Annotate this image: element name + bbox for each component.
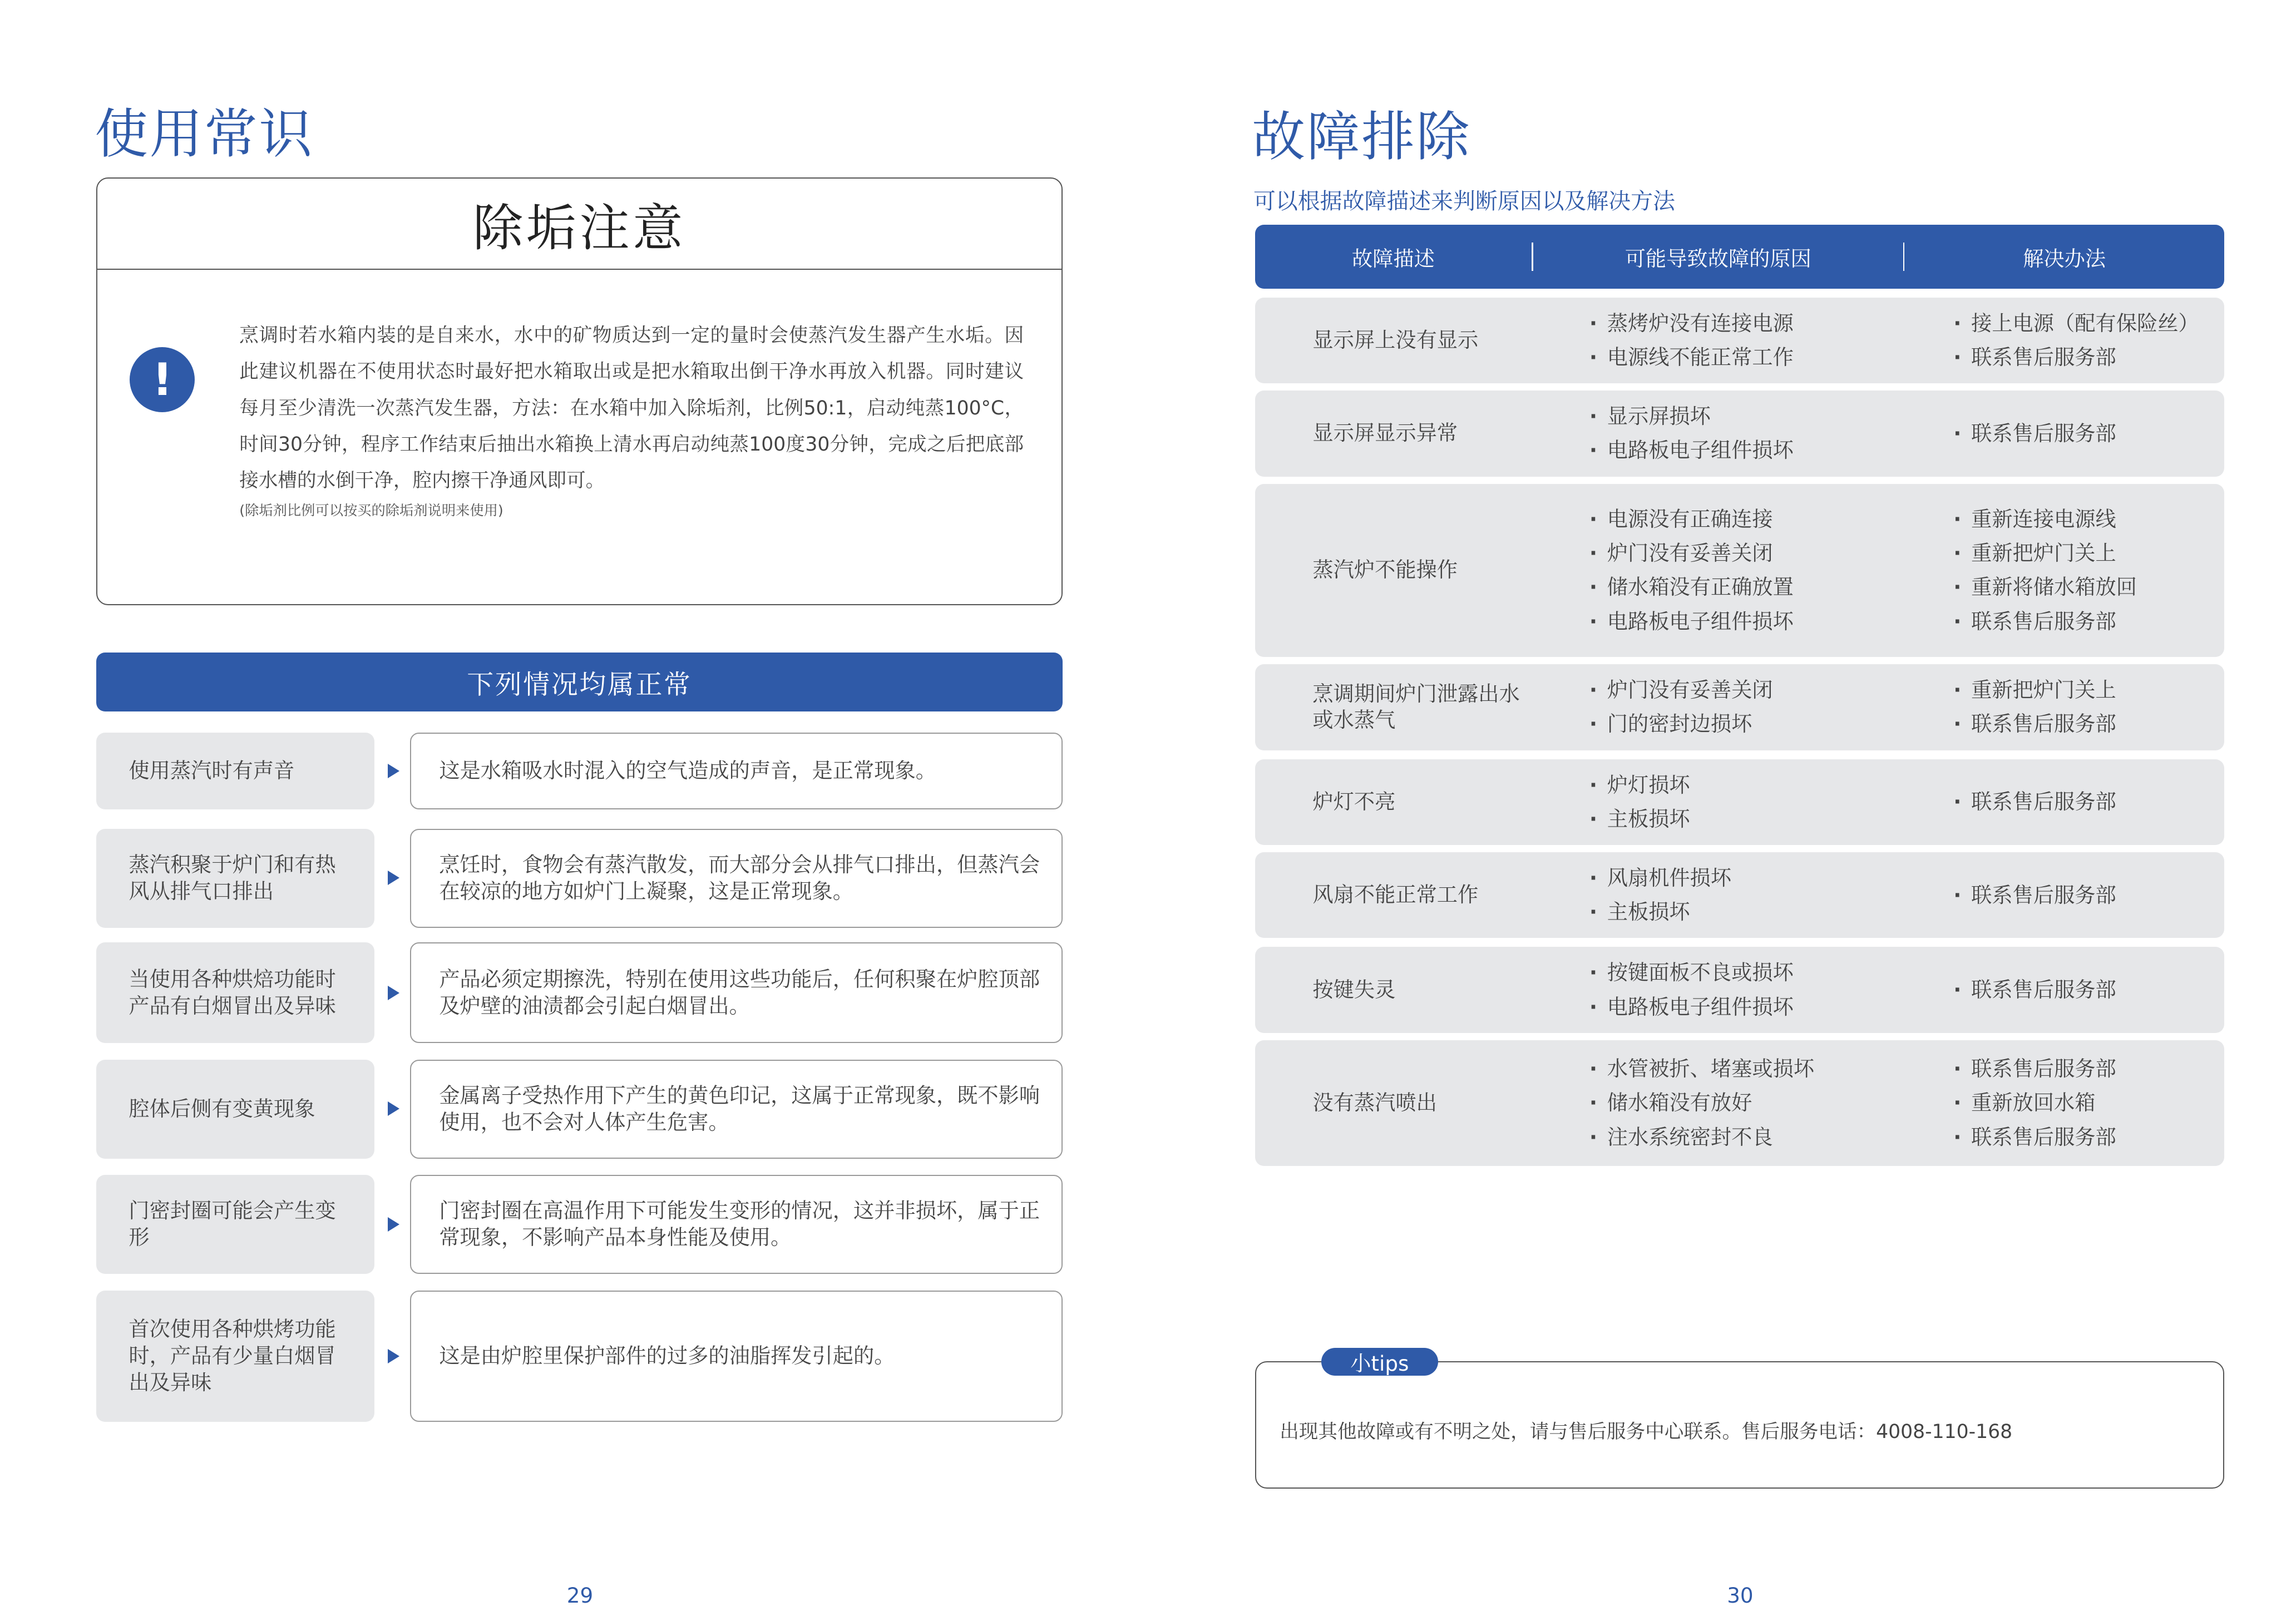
descale-notice-box bbox=[96, 177, 1063, 605]
situation-explanation: 烹饪时，食物会有蒸汽散发，而大部分会从排气口排出，但蒸汽会在较凉的地方如炉门上凝聚，这是正常现象。 bbox=[410, 829, 1063, 928]
table-row bbox=[1255, 484, 2224, 657]
table-row bbox=[1255, 391, 2224, 476]
normal-situation-row bbox=[96, 1175, 1063, 1274]
fault-solutions bbox=[1953, 1040, 2116, 1166]
solution-item: · 重新把炉门关上 bbox=[1953, 673, 2116, 707]
cause-item: · 电路板电子组件损坏 bbox=[1589, 433, 1794, 467]
fault-solutions bbox=[1953, 759, 2116, 845]
table-row bbox=[1255, 1040, 2224, 1166]
cause-item: · 储水箱没有正确放置 bbox=[1589, 570, 1794, 604]
cause-item: · 电路板电子组件损坏 bbox=[1589, 990, 1794, 1024]
situation-explanation: 门密封圈在高温作用下可能发生变形的情况，这并非损坏，属于正常现象，不影响产品本身性能及使用。 bbox=[410, 1175, 1063, 1274]
solution-item: · 联系售后服务部 bbox=[1953, 340, 2199, 374]
normal-situation-row bbox=[96, 733, 1063, 809]
fault-causes bbox=[1589, 298, 1794, 383]
normal-situations-header: 下列情况均属正常 bbox=[96, 653, 1063, 711]
cause-item: · 电源线不能正常工作 bbox=[1589, 340, 1794, 374]
solution-item: · 重新连接电源线 bbox=[1953, 502, 2137, 536]
table-row bbox=[1255, 852, 2224, 938]
fault-solutions bbox=[1953, 947, 2116, 1032]
cause-item: · 炉灯损坏 bbox=[1589, 768, 1690, 802]
solution-item: · 联系售后服务部 bbox=[1953, 707, 2116, 741]
cause-item: · 蒸烤炉没有连接电源 bbox=[1589, 307, 1794, 340]
troubleshooting-subtitle: 可以根据故障描述来判断原因以及解决方法 bbox=[1253, 188, 1675, 214]
arrow-right-icon bbox=[388, 871, 399, 885]
cause-item: · 显示屏损坏 bbox=[1589, 399, 1794, 433]
cause-item: · 电路板电子组件损坏 bbox=[1589, 605, 1794, 639]
arrow-right-icon bbox=[388, 764, 399, 778]
table-row bbox=[1255, 759, 2224, 845]
cause-item: · 水管被折、堵塞或损坏 bbox=[1589, 1052, 1814, 1086]
fault-description: 没有蒸汽喷出 bbox=[1312, 1090, 1437, 1115]
exclamation-icon: ! bbox=[130, 347, 195, 412]
fault-solutions bbox=[1953, 664, 2116, 750]
cause-item: · 风扇机件损坏 bbox=[1589, 861, 1731, 895]
tips-text: 出现其他故障或有不明之处，请与售后服务中心联系。售后服务电话：4008-110-168 bbox=[1280, 1420, 2013, 1443]
fault-causes bbox=[1589, 852, 1731, 938]
cause-item: · 主板损坏 bbox=[1589, 802, 1690, 836]
situation-label: 蒸汽积聚于炉门和有热风从排气口排出 bbox=[96, 829, 374, 928]
situation-explanation: 金属离子受热作用下产生的黄色印记，这属于正常现象，既不影响使用，也不会对人体产生危害。 bbox=[410, 1060, 1063, 1159]
arrow-right-icon bbox=[388, 1349, 399, 1363]
fault-description: 炉灯不亮 bbox=[1312, 789, 1396, 814]
cause-item: · 储水箱没有放好 bbox=[1589, 1086, 1814, 1120]
solution-item: · 接上电源（配有保险丝） bbox=[1953, 307, 2199, 340]
tips-label: 小tips bbox=[1321, 1348, 1438, 1376]
fault-causes bbox=[1589, 391, 1794, 476]
fault-solutions bbox=[1953, 298, 2199, 383]
situation-explanation: 这是水箱吸水时混入的空气造成的声音，是正常现象。 bbox=[410, 733, 1063, 809]
column-header-solution: 解决办法 bbox=[2023, 246, 2106, 271]
fault-causes bbox=[1589, 664, 1773, 750]
solution-item: · 联系售后服务部 bbox=[1953, 878, 2116, 912]
normal-situation-row bbox=[96, 1291, 1063, 1422]
solution-item: · 重新放回水箱 bbox=[1953, 1086, 2116, 1120]
page-number-right: 30 bbox=[1727, 1583, 1754, 1608]
cause-item: · 电源没有正确连接 bbox=[1589, 502, 1794, 536]
fault-causes bbox=[1589, 759, 1690, 845]
normal-situation-row bbox=[96, 942, 1063, 1043]
page-title-left: 使用常识 bbox=[95, 102, 314, 165]
fault-causes bbox=[1589, 947, 1794, 1032]
situation-label: 使用蒸汽时有声音 bbox=[96, 733, 374, 809]
tips-box bbox=[1255, 1351, 2224, 1489]
cause-item: · 炉门没有妥善关闭 bbox=[1589, 673, 1773, 707]
page-number-left: 29 bbox=[566, 1583, 594, 1608]
solution-item: · 联系售后服务部 bbox=[1953, 1052, 2116, 1086]
situation-explanation: 这是由炉腔里保护部件的过多的油脂挥发引起的。 bbox=[410, 1291, 1063, 1422]
normal-situation-row bbox=[96, 1060, 1063, 1159]
fault-solutions bbox=[1953, 852, 2116, 938]
fault-causes bbox=[1589, 1040, 1814, 1166]
cause-item: · 按键面板不良或损坏 bbox=[1589, 956, 1794, 990]
arrow-right-icon bbox=[388, 1217, 399, 1232]
solution-item: · 联系售后服务部 bbox=[1953, 973, 2116, 1007]
cause-item: · 注水系统密封不良 bbox=[1589, 1120, 1814, 1154]
fault-solutions bbox=[1953, 391, 2116, 476]
descale-body-text: 烹调时若水箱内装的是自来水，水中的矿物质达到一定的量时会使蒸汽发生器产生水垢。因此建议机器在不使用状态时最好把水箱取出或是把水箱取出倒干净水再放入机器。同时建议每月至少清洗一次蒸汽发生器，方法：在水箱中加入除垢剂，比例50:1，启动纯蒸100°C，时间30分钟，程序工作结束后抽出水箱换上清水再启动纯蒸100度30分钟，完成之后把底部接水槽的水倒干净，腔内擦干净通风即可。 bbox=[239, 324, 1024, 492]
table-header bbox=[1255, 225, 2224, 288]
situation-label: 当使用各种烘焙功能时产品有白烟冒出及异味 bbox=[96, 942, 374, 1043]
fault-description: 烹调期间炉门泄露出水或水蒸气 bbox=[1312, 681, 1520, 733]
solution-item: · 联系售后服务部 bbox=[1953, 417, 2116, 451]
arrow-right-icon bbox=[388, 986, 399, 1000]
fault-description: 风扇不能正常工作 bbox=[1312, 882, 1479, 907]
situation-label: 首次使用各种烘烤功能时，产品有少量白烟冒出及异味 bbox=[96, 1291, 374, 1422]
cause-item: · 门的密封边损坏 bbox=[1589, 707, 1773, 741]
descale-title: 除垢注意 bbox=[97, 179, 1061, 270]
column-header-cause: 可能导致故障的原因 bbox=[1625, 246, 1811, 271]
situation-explanation: 产品必须定期擦洗，特别在使用这些功能后，任何积聚在炉腔顶部及炉壁的油渍都会引起白烟冒出。 bbox=[410, 942, 1063, 1043]
solution-item: · 重新把炉门关上 bbox=[1953, 536, 2137, 570]
fault-description: 显示屏上没有显示 bbox=[1312, 327, 1479, 352]
fault-description: 按键失灵 bbox=[1312, 977, 1396, 1002]
descale-note: (除垢剂比例可以按买的除垢剂说明来使用) bbox=[239, 502, 503, 519]
normal-situation-row bbox=[96, 829, 1063, 928]
table-row bbox=[1255, 947, 2224, 1032]
solution-item: · 联系售后服务部 bbox=[1953, 1120, 2116, 1154]
fault-description: 蒸汽炉不能操作 bbox=[1312, 557, 1458, 582]
solution-item: · 联系售后服务部 bbox=[1953, 785, 2116, 819]
solution-item: · 重新将储水箱放回 bbox=[1953, 570, 2137, 604]
fault-description: 显示屏显示异常 bbox=[1312, 421, 1458, 446]
column-header-fault: 故障描述 bbox=[1351, 246, 1435, 271]
fault-solutions bbox=[1953, 484, 2137, 657]
page-title-right: 故障排除 bbox=[1252, 106, 1471, 169]
arrow-right-icon bbox=[388, 1101, 399, 1116]
table-row bbox=[1255, 664, 2224, 750]
situation-label: 腔体后侧有变黄现象 bbox=[96, 1060, 374, 1159]
fault-causes bbox=[1589, 484, 1794, 657]
cause-item: · 主板损坏 bbox=[1589, 895, 1731, 929]
situation-label: 门密封圈可能会产生变形 bbox=[96, 1175, 374, 1274]
solution-item: · 联系售后服务部 bbox=[1953, 605, 2137, 639]
table-row bbox=[1255, 298, 2224, 383]
cause-item: · 炉门没有妥善关闭 bbox=[1589, 536, 1794, 570]
